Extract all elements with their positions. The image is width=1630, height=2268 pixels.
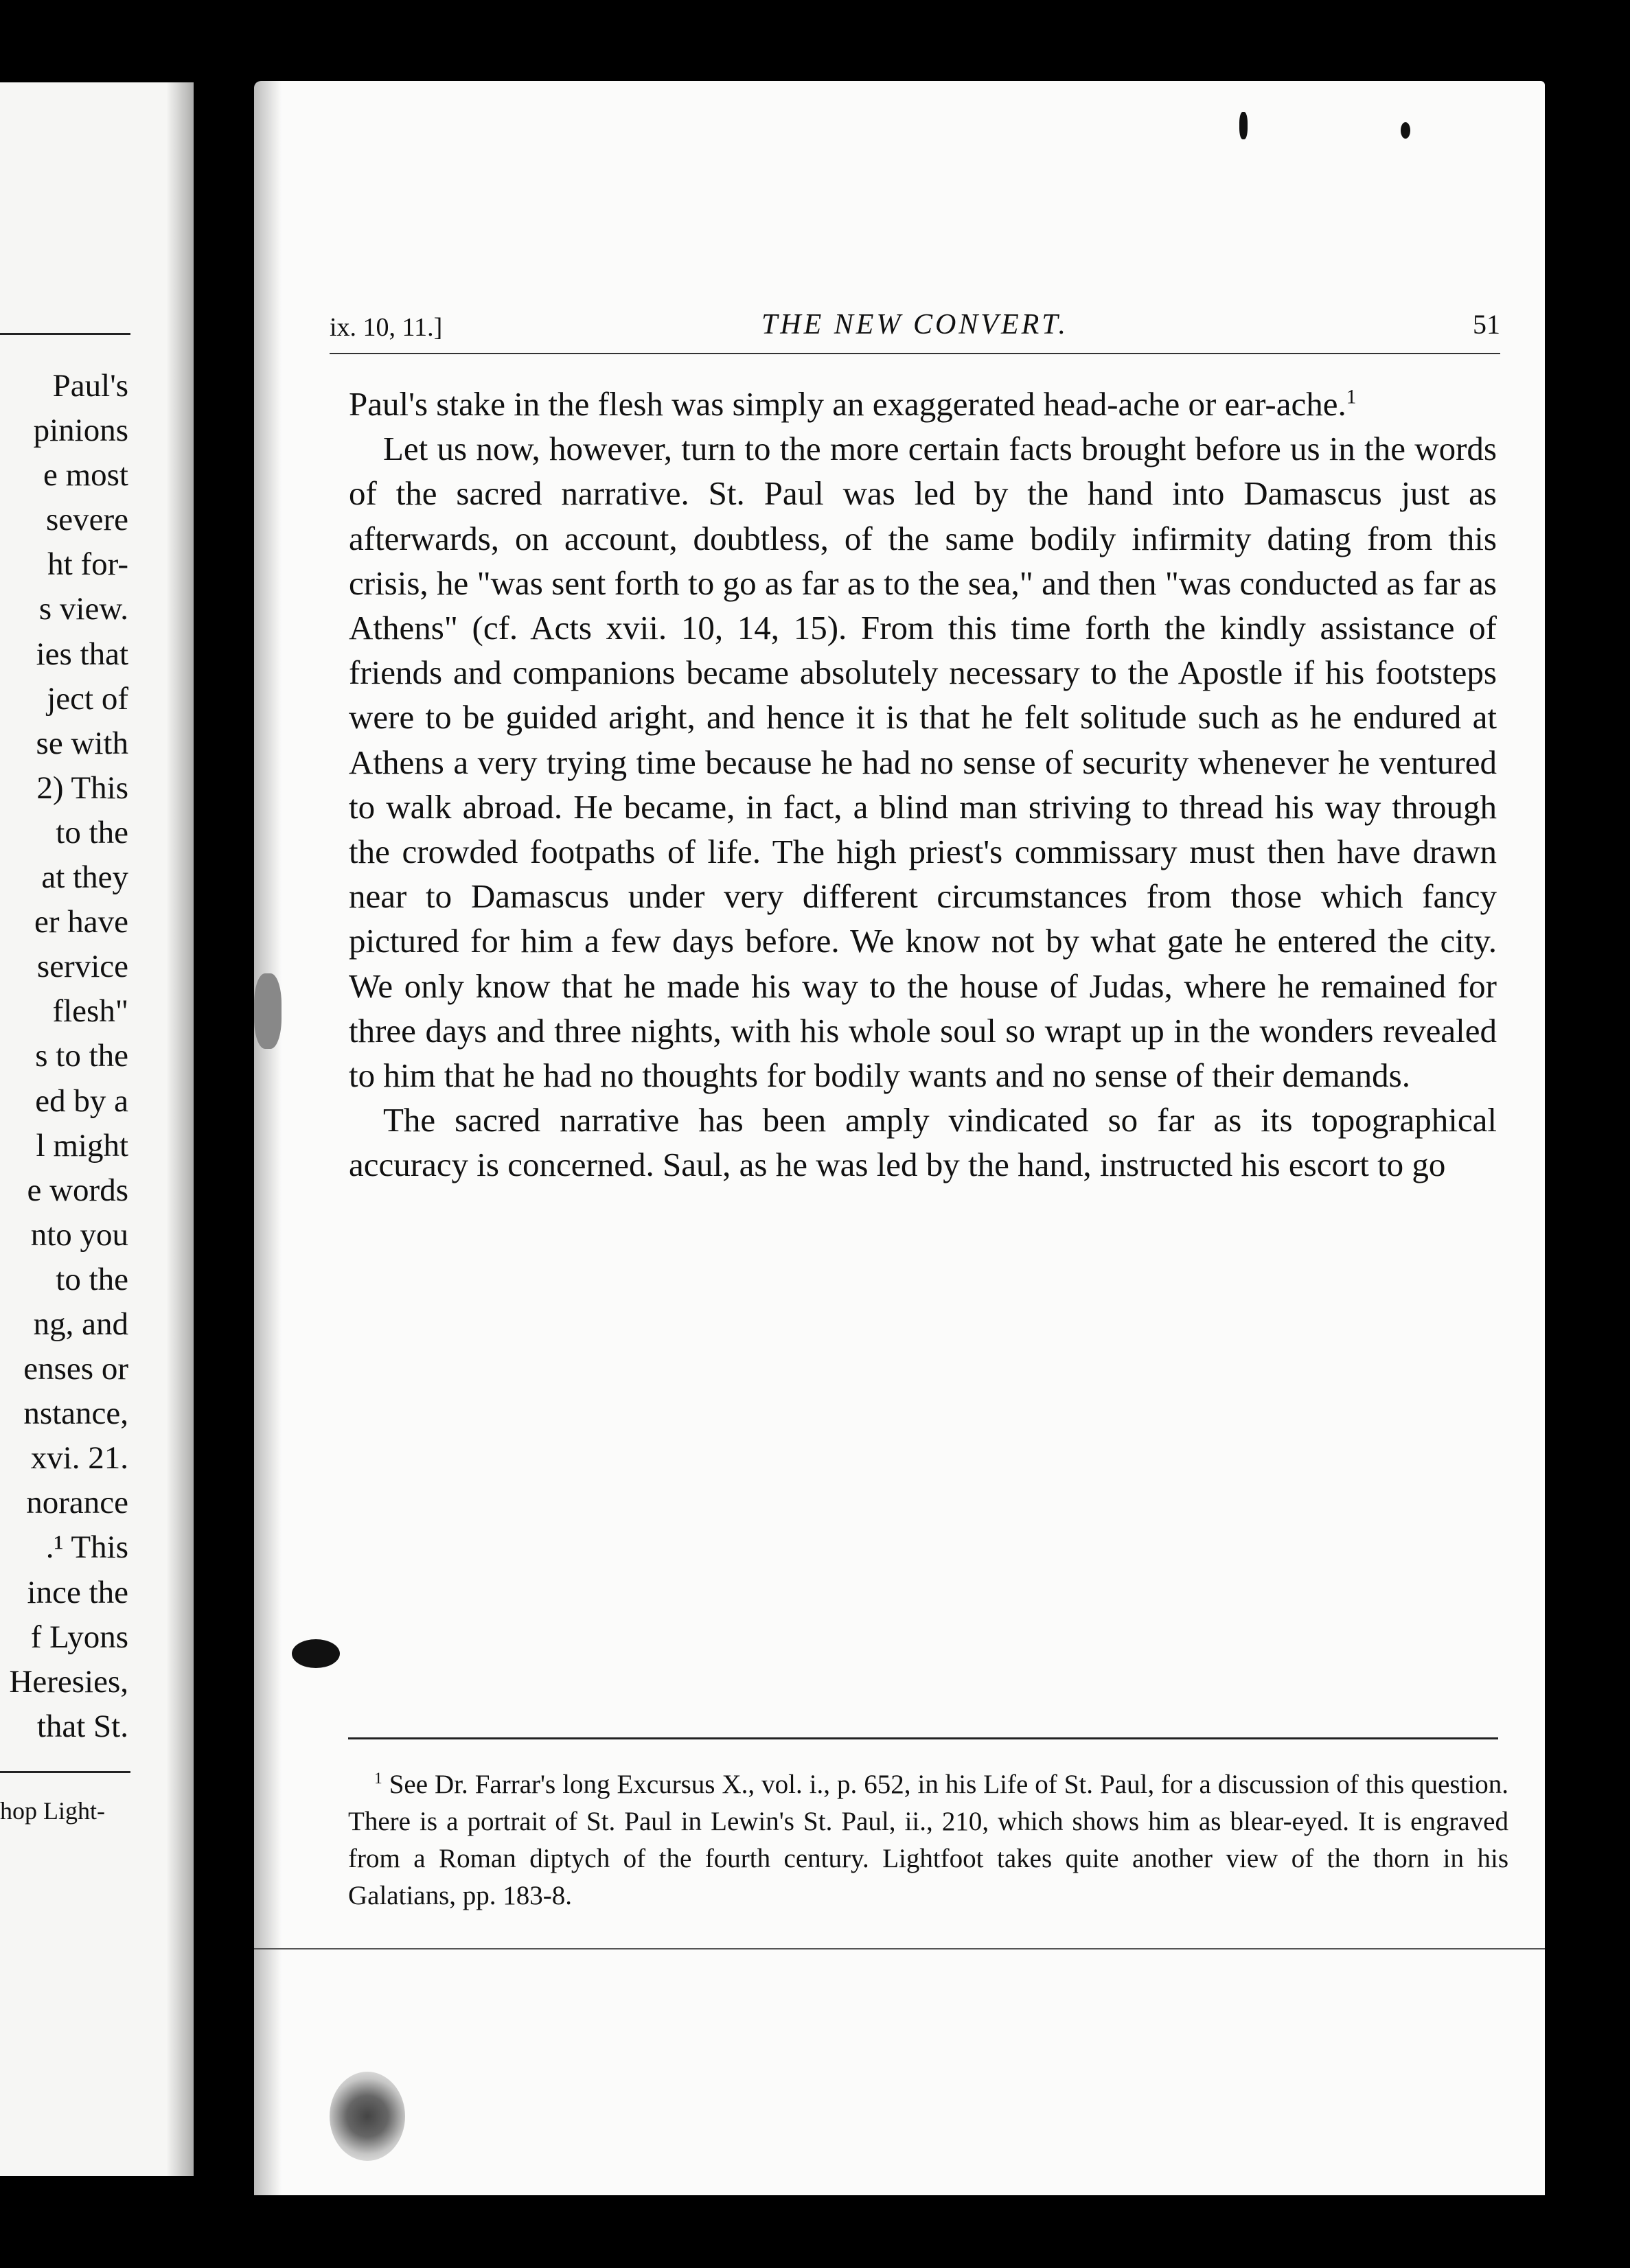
facing-page-line: l might [36,1127,128,1164]
facing-page-line: e words [27,1172,128,1208]
book-page [254,81,1545,2195]
facing-page-footnote-fragment: hop Light- [0,1797,105,1825]
facing-page-line: se with [36,725,128,761]
header-rule [330,353,1500,354]
facing-page-line: flesh" [52,993,128,1030]
footnote-text: See Dr. Farrar's long Excursus X., vol. i., p. 652, in his Life of St. Paul, for a discussion of this question. There is a portrait of St. Paul in Lewin's St. Paul, ii., 210, which shows him as blear-eyed. It is engraved from a Roman diptych of the fourth century. Lightfoot takes quite another view of the thorn in his Galatians, pp. 183-8. [348,1770,1509,1910]
facing-page-line: .¹ This [45,1529,128,1566]
facing-page-line: enses or [23,1351,128,1387]
facing-page-line: e most [43,457,128,494]
footnote-rule [348,1737,1498,1739]
page-gutter-shadow [254,81,282,2195]
facing-page-line: to the [56,1261,128,1297]
facing-page-line: ng, and [33,1306,128,1342]
paragraph: Let us now, however, turn to the more certain facts brought before us in the words of the sacred narrative. St. Paul was led by the hand into Damascus just as afterwards, on account, doubtless, of the same bodily infirmity dating from this crisis, he "was sent forth to go as far as to the sea," and then "was conducted as far as Athens" (cf. Acts xvii. 10, 14, 15). From this time forth the kindly assistance of friends and companions became absolutely necessary to the Apostle if his footsteps were to be guided aright, and hence it is that he felt solitude such as he endured at Athens a very trying time because he had no sense of security whenever he ventured to walk abroad. He became, in fact, a blind man striving to thread his way through the crowded footpaths of life. The high priest's commissary must then have drawn near to Damascus under very different circumstances from those which fancy pictured for him a few days before. We know not by what gate he entered the city. We only know that he made his way to the house of Judas, where he remained for three days and three nights, with his whole soul so wrapt up in the wonders revealed to him that he had no thoughts for bodily wants and no sense of their demands. [349,430,1497,1095]
facing-page-line: at they [41,859,128,896]
running-title: THE NEW CONVERT. [761,309,1069,340]
footnote-marker: 1 [374,1770,382,1787]
facing-page-line: nstance, [23,1396,128,1432]
facing-page-line: that St. [36,1708,128,1744]
page-number: 51 [1473,309,1500,340]
facing-page-fragment [0,82,194,2176]
paragraph: The sacred narrative has been amply vindicated so far as its topographical accuracy is concerned. Saul, as he was led by the hand, instructed his escort to go [349,1101,1497,1184]
facing-page-line: s view. [38,591,128,627]
facing-page-line: ed by a [35,1083,128,1119]
facing-page-foot-rule [0,1771,130,1773]
footnote [348,1766,1508,1914]
facing-page-line: Paul's [52,368,128,404]
gutter-stain [254,973,282,1049]
chapter-verse-reference: ix. 10, 11.] [330,313,443,342]
scan-edge-line [254,1948,1545,1949]
facing-page-line: severe [45,502,128,538]
facing-page-line: to the [56,814,128,850]
facing-page-gutter-shadow [166,82,194,2176]
facing-page-line: er have [34,904,128,940]
facing-page-line: 2) This [36,769,128,806]
facing-page-head-rule [0,333,130,335]
footnote-reference: 1 [1346,386,1357,408]
facing-page-line: pinions [33,413,128,449]
facing-page-line: service [36,949,128,985]
facing-page-line: Heresies, [9,1663,128,1700]
ink-blot [292,1639,340,1668]
facing-page-line: xvi. 21. [30,1440,128,1477]
paragraph-continued: Paul's stake in the flesh was simply an exaggerated head-ache or ear-ache.$^1$ [349,385,1357,423]
facing-page-line: ince the [27,1574,128,1610]
facing-page-line: ies that [36,636,128,672]
facing-page-line: ht for- [47,546,128,583]
running-head [330,304,1500,345]
facing-page-line: f Lyons [30,1619,128,1655]
ink-smudge [330,2072,405,2161]
facing-page-line: ject of [47,680,128,717]
facing-page-text [9,364,128,1749]
facing-page-line: nto you [30,1216,128,1253]
facing-page-line: norance [26,1485,128,1521]
facing-page-line: s to the [35,1038,128,1074]
main-text [349,382,1497,1188]
ink-mark [1239,112,1248,139]
ink-mark [1401,122,1410,139]
